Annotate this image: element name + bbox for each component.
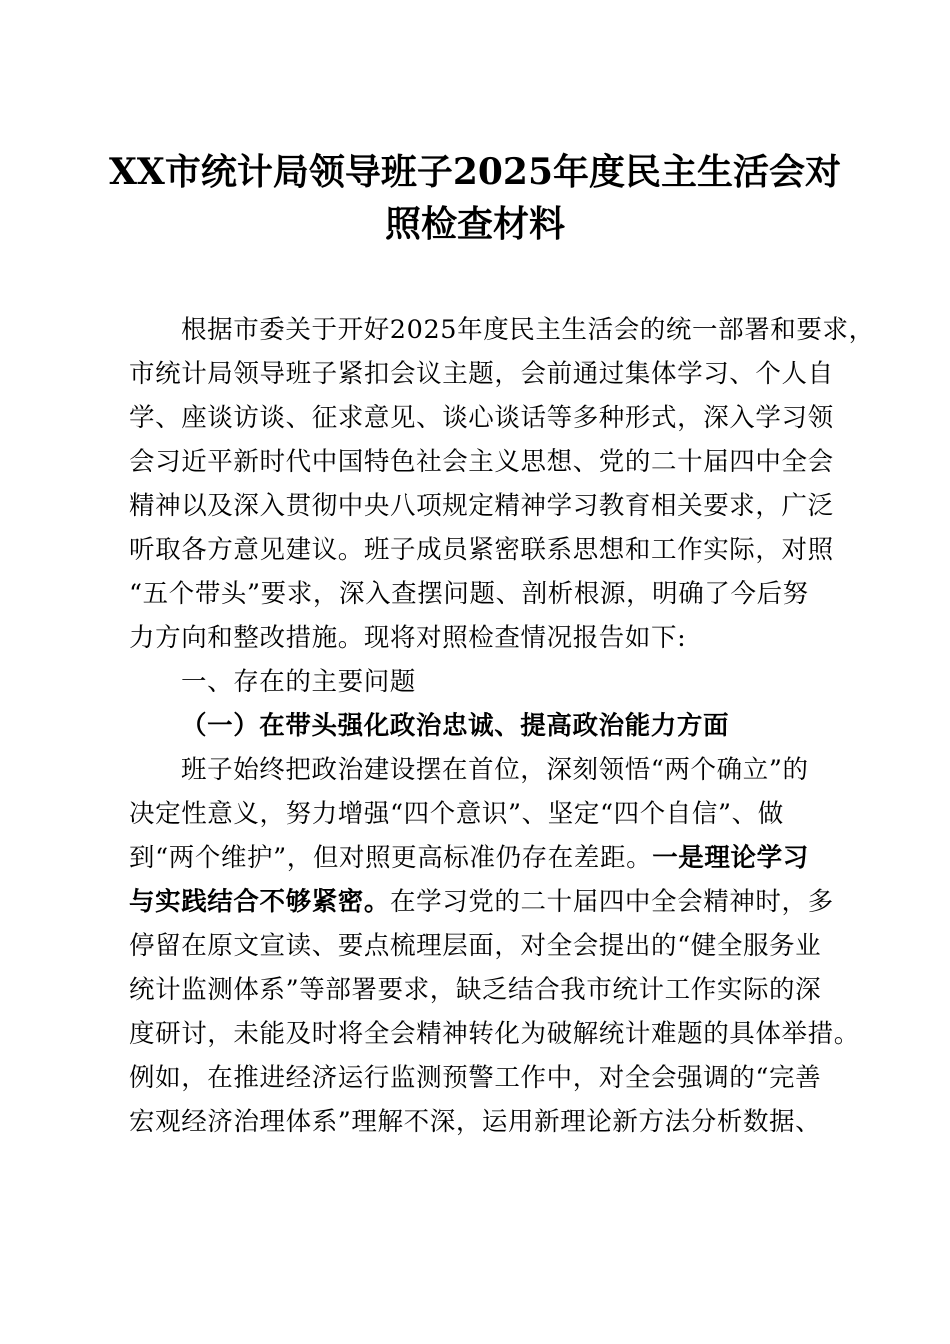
paragraph-line: 宏观经济治理体系”理解不深，运用新理论新方法分析数据、 (129, 1107, 822, 1137)
paragraph-line: 精神以及深入贯彻中央八项规定精神学习教育相关要求，广泛 (129, 491, 834, 521)
paragraph-line: 会习近平新时代中国特色社会主义思想、党的二十届四中全会 (129, 447, 834, 477)
paragraph-line: 停留在原文宣读、要点梳理层面，对全会提出的“健全服务业 (129, 931, 822, 961)
paragraph-line: 学、座谈访谈、征求意见、谈心谈话等多种形式，深入学习领 (129, 403, 834, 433)
bold-point-label: 与实践结合不够紧密。 (129, 887, 391, 917)
paragraph-line: 统计监测体系”等部署要求，缺乏结合我市统计工作实际的深 (129, 975, 822, 1005)
title-line-1: XX市统计局领导班子2025年度民主生活会对 (108, 151, 842, 193)
paragraph-line (129, 880, 849, 924)
paragraph-line (129, 836, 849, 880)
paragraph-line: 力方向和整改措施。现将对照检查情况报告如下: (129, 623, 687, 653)
paragraph-line: 根据市委关于开好2025年度民主生活会的统一部署和要求， (181, 315, 875, 345)
paragraph-line: 听取各方意见建议。班子成员紧密联系思想和工作实际，对照 (129, 535, 834, 565)
bold-point-label: 一是理论学习 (652, 843, 809, 873)
plain-text: 到“两个维护”，但对照更高标准仍存在差距。 (129, 843, 653, 873)
subsection-heading: （一）在带头强化政治忠诚、提高政治能力方面 (181, 711, 730, 741)
paragraph-line: 市统计局领导班子紧扣会议主题，会前通过集体学习、个人自 (129, 359, 834, 389)
paragraph-line: “五个带头”要求，深入查摆问题、剖析根源，明确了今后努 (129, 579, 809, 609)
paragraph-line: 度研讨，未能及时将全会精神转化为破解统计难题的具体举措。 (129, 1019, 860, 1049)
title-line-2: 照检查材料 (384, 203, 565, 245)
body-paragraph (129, 748, 860, 1144)
intro-paragraph (129, 308, 875, 660)
document-body (129, 308, 875, 1144)
paragraph-line: 班子始终把政治建设摆在首位，深刻领悟“两个确立”的 (181, 755, 809, 785)
plain-text: 在学习党的二十届四中全会精神时，多 (390, 887, 834, 917)
paragraph-line: 例如，在推进经济运行监测预警工作中，对全会强调的“完善 (129, 1063, 822, 1093)
paragraph-line: 决定性意义，努力增强“四个意识”、坚定“四个自信”、做 (129, 799, 784, 829)
section-heading: 一、存在的主要问题 (181, 667, 416, 697)
document-title (100, 146, 850, 250)
